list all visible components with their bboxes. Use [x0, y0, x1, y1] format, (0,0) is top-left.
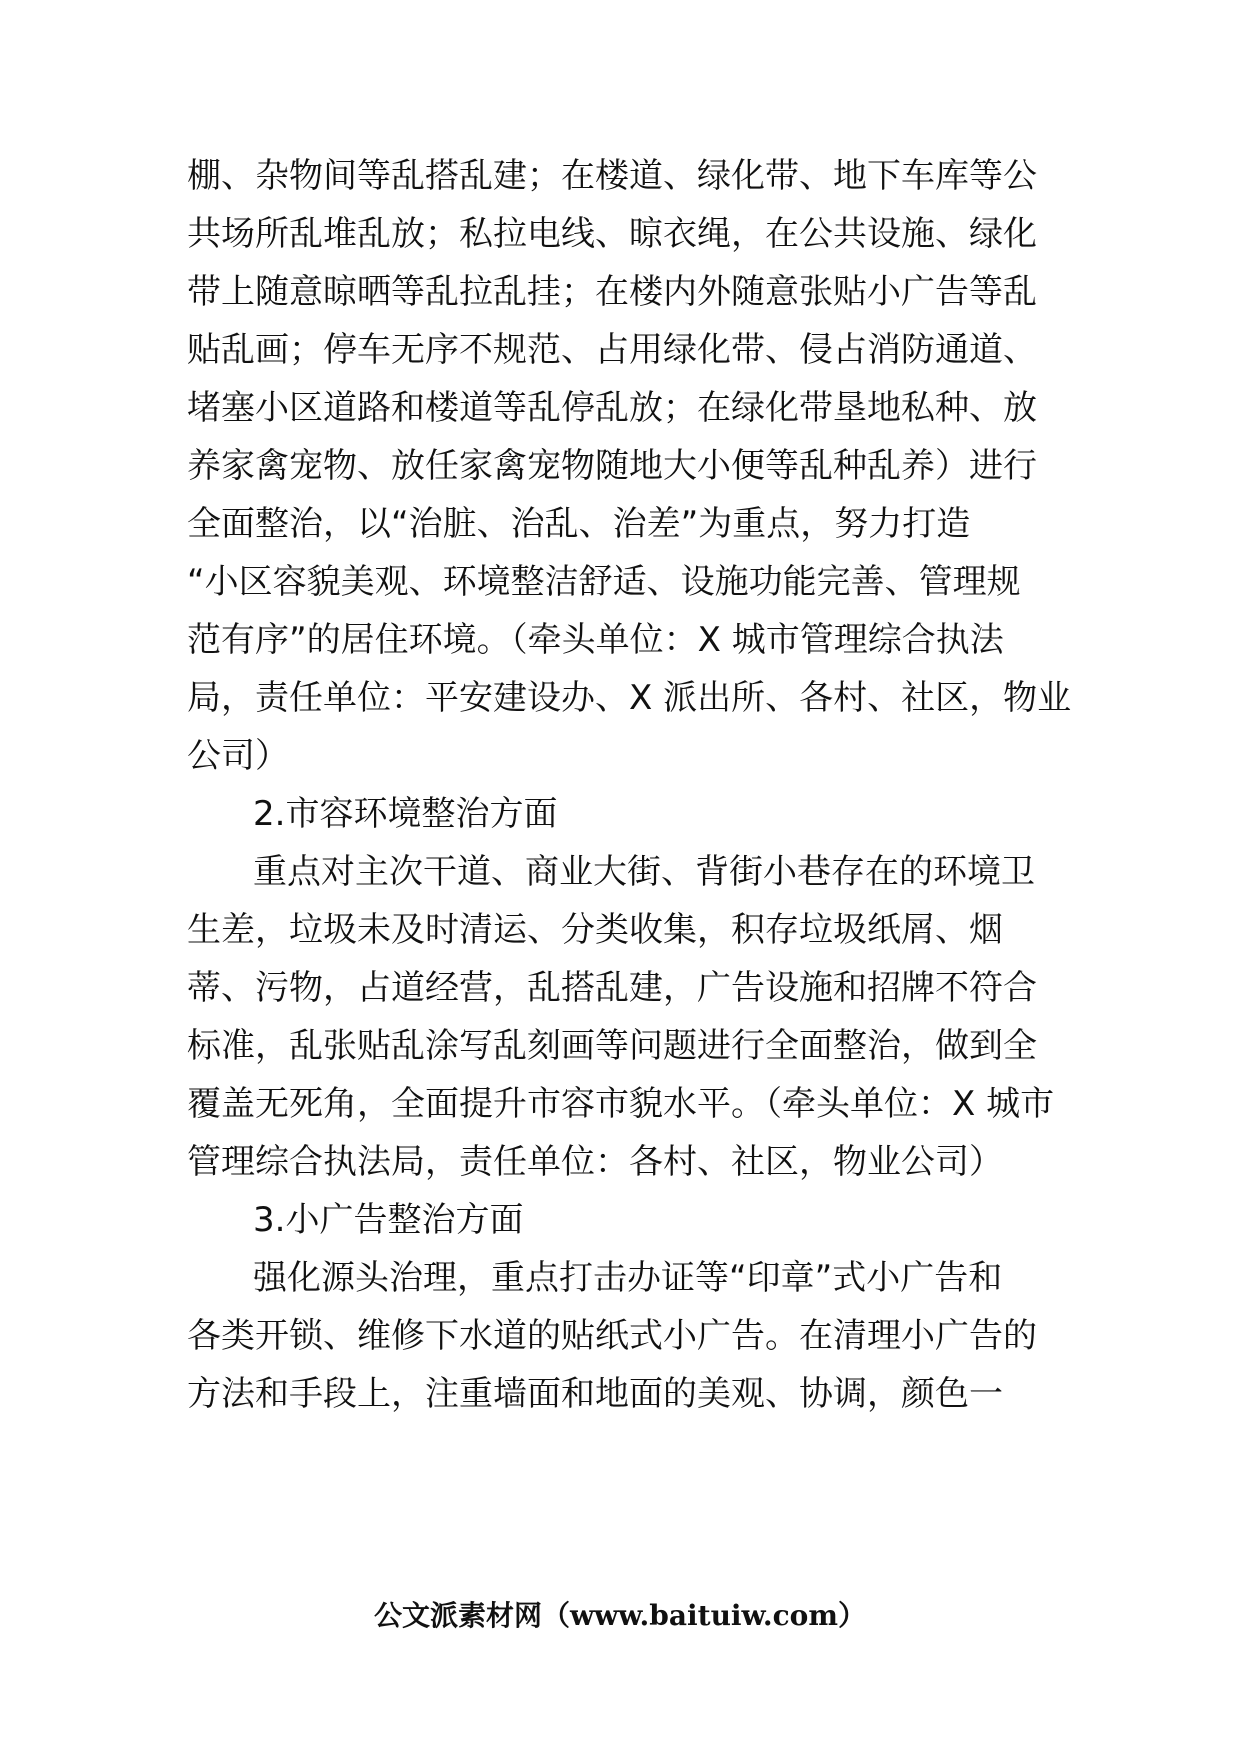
footer-source: 公文派素材网（www.baituiw.com）: [374, 1599, 866, 1632]
paragraph-line: 棚、杂物间等乱搭乱建；在楼道、绿化带、地下车库等公: [187, 156, 1037, 196]
paragraph-line: 标准，乱张贴乱涂写乱刻画等问题进行全面整治，做到全: [187, 1026, 1037, 1066]
paragraph-line: 公司）: [187, 736, 289, 776]
paragraph-line: 养家禽宠物、放任家禽宠物随地大小便等乱种乱养）进行: [187, 446, 1037, 486]
paragraph-line: 重点对主次干道、商业大街、背街小巷存在的环境卫: [253, 852, 1035, 892]
paragraph-line: 共场所乱堆乱放；私拉电线、晾衣绳，在公共设施、绿化: [187, 214, 1037, 254]
paragraph-line: 贴乱画；停车无序不规范、占用绿化带、侵占消防通道、: [187, 330, 1037, 370]
paragraph-line: 局，责任单位：平安建设办、X 派出所、各村、社区，物业: [187, 678, 1072, 718]
paragraph-line: 管理综合执法局，责任单位：各村、社区，物业公司）: [187, 1142, 1003, 1182]
paragraph-line: 方法和手段上，注重墙面和地面的美观、协调，颜色一: [187, 1374, 1003, 1414]
paragraph-line: 强化源头治理，重点打击办证等“印章”式小广告和: [253, 1258, 1003, 1298]
paragraph-line: “小区容貌美观、环境整洁舒适、设施功能完善、管理规: [187, 562, 1021, 602]
paragraph-line: 各类开锁、维修下水道的贴纸式小广告。在清理小广告的: [187, 1316, 1037, 1356]
paragraph-line: 生差，垃圾未及时清运、分类收集，积存垃圾纸屑、烟: [187, 910, 1003, 950]
paragraph-line: 范有序”的居住环境。（牵头单位：X 城市管理综合执法: [187, 620, 1004, 660]
paragraph-line: 覆盖无死角，全面提升市容市貌水平。（牵头单位：X 城市: [187, 1084, 1055, 1124]
paragraph-line: 全面整治，以“治脏、治乱、治差”为重点，努力打造: [187, 504, 971, 544]
section-heading: 3.小广告整治方面: [253, 1200, 524, 1240]
paragraph-line: 堵塞小区道路和楼道等乱停乱放；在绿化带垦地私种、放: [187, 388, 1037, 428]
paragraph-line: 蒂、污物，占道经营，乱搭乱建，广告设施和招牌不符合: [187, 968, 1037, 1008]
section-heading: 2.市容环境整治方面: [253, 794, 558, 834]
paragraph-line: 带上随意晾晒等乱拉乱挂；在楼内外随意张贴小广告等乱: [187, 272, 1037, 312]
